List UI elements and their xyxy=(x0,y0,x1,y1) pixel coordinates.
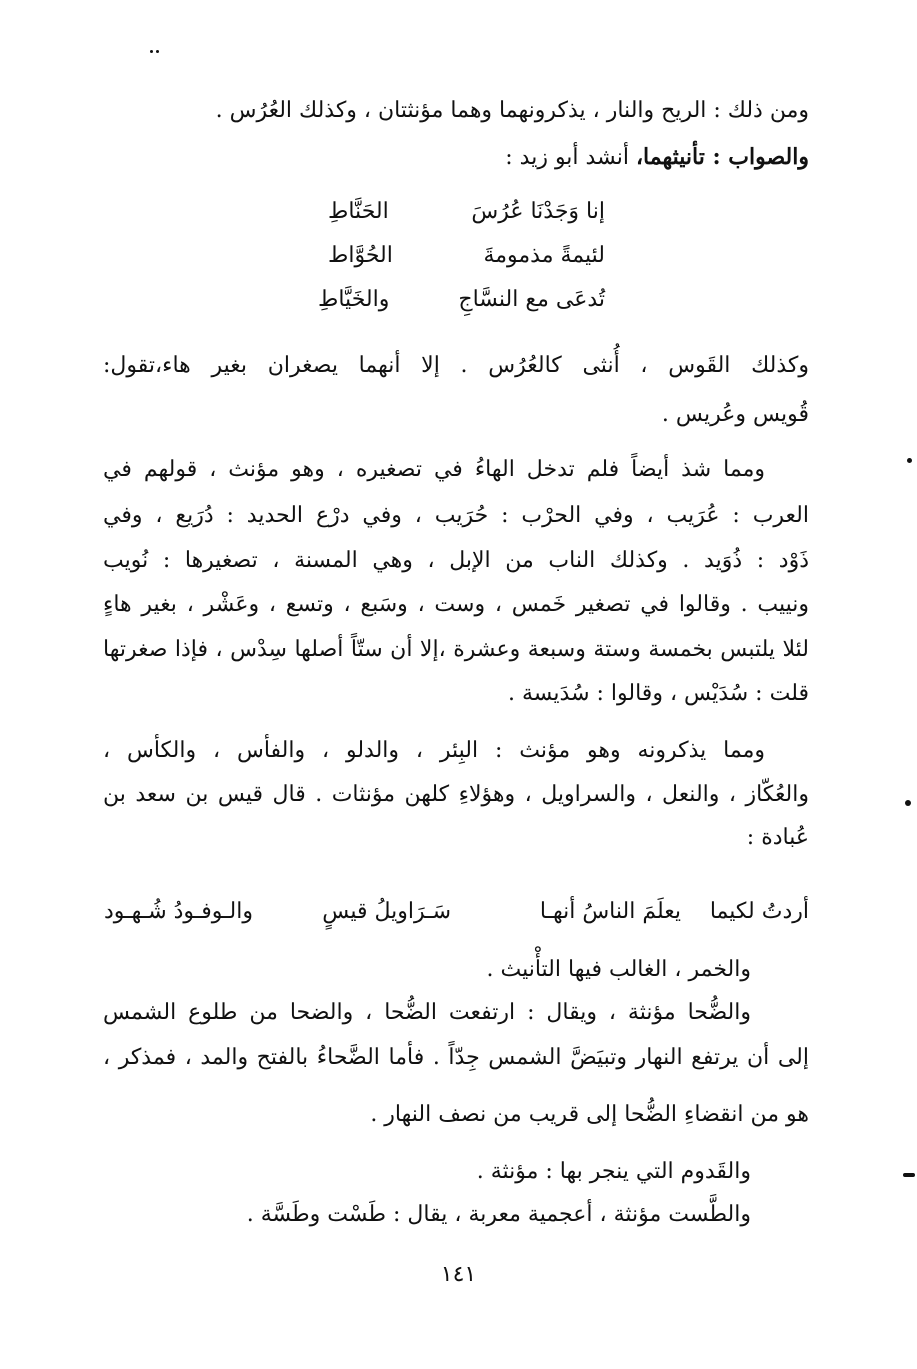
scan-mark xyxy=(907,458,912,463)
verse-segment: يعلَمَ الناسُ أنهـا xyxy=(539,899,681,924)
text-line: قلت : سُدَيْس ، وقالوا : سُدَيسة . xyxy=(508,681,809,706)
bold-phrase: والصواب : تأنيثهما، xyxy=(635,144,809,170)
text-line: وكذلك القَوس ، أُنثى كالعُرُس . إلا أنهما يصغران بغير هاء،تقول: xyxy=(103,353,809,378)
text-line: ذَوْد : ذُوَيد . وكذلك الناب من الإبل ، وهي المسنة ، تصغيرها : نُويب xyxy=(103,548,809,573)
text-line: ومن ذلك : الريح والنار ، يذكرونهما وهما مؤنثتان ، وكذلك العُرُس . xyxy=(215,98,809,123)
text-line: إلى أن يرتفع النهار وتبيَضَّ الشمس جِدّاً . فأما الضَّحاءُ بالفتح والمد ، فمذكر ، xyxy=(103,1045,809,1070)
text-line: ومما يذكرونه وهو مؤنث : البِئر ، والدلو ، والفأس ، والكأس ، xyxy=(103,738,765,763)
text-line: ونييب . وقالوا في تصغير خَمس ، وست ، وسَبع ، وتسع ، وعَشْر ، بغير هاءٍ xyxy=(103,592,809,617)
text-line: والخمر ، الغالب فيها التأْنيث . xyxy=(486,957,751,982)
verse-segment: سَـرَاويلُ قيسٍ xyxy=(322,899,451,924)
scan-mark xyxy=(905,800,911,806)
scan-mark xyxy=(903,1173,915,1177)
verse-hemistich: تُدعَى مع النسَّاجِ xyxy=(458,287,605,312)
verse-hemistich: لئيمةً مذمومةَ xyxy=(483,243,605,268)
verse-segment: أردتُ لكيما xyxy=(709,899,809,924)
text-line: ومما شذ أيضاً فلم تدخل الهاءُ في تصغيره ، وهو مؤنث ، قولهم في xyxy=(103,457,765,482)
verse-hemistich: الحَنَّاطِ xyxy=(328,199,389,224)
verse-hemistich: والخَيَّاطِ xyxy=(318,287,390,312)
scan-mark xyxy=(156,50,159,53)
text-line: والطَّست مؤنثة ، أعجمية معربة ، يقال : طَسْت وطَسَّة . xyxy=(246,1202,751,1227)
text-line: والعُكّاز ، والنعل ، والسراويل ، وهؤلاءِ كلهن مؤنثات . قال قيس بن سعد بن xyxy=(103,782,809,807)
verse-hemistich: الحُوَّاط xyxy=(328,243,393,268)
text-line: هو من انقضاءِ الضُّحا إلى قريب من نصف النهار . xyxy=(370,1102,809,1127)
text-line xyxy=(103,142,809,173)
verse-hemistich: إنا وَجَدْنَا عُرُسَ xyxy=(471,199,605,224)
page-number: ١٤١ xyxy=(440,1262,477,1287)
text-line: عُبادة : xyxy=(746,825,809,850)
text-line: والقَدوم التي ينجر بها : مؤنثة . xyxy=(476,1159,751,1184)
text-line: قُويس وعُريس . xyxy=(661,402,809,427)
text-line: لئلا يلتبس بخمسة وستة وسبعة وعشرة ،إلا أن ستّاً أصلها سِدْس ، فإذا صغرتها xyxy=(103,637,809,662)
text-fragment: أنشد أبو زيد : xyxy=(505,145,629,170)
text-line: والضُّحا مؤنثة ، ويقال : ارتفعت الضُّحا ، والضحا من طلوع الشمس xyxy=(103,1000,751,1025)
scan-mark xyxy=(150,50,153,53)
verse-segment: والـوفـودُ شُـهـود xyxy=(104,899,253,924)
text-line: العرب : عُرَيب ، وفي الحرْب : حُرَيب ، وفي درْع الحديد : دُرَيع ، وفي xyxy=(103,503,809,528)
